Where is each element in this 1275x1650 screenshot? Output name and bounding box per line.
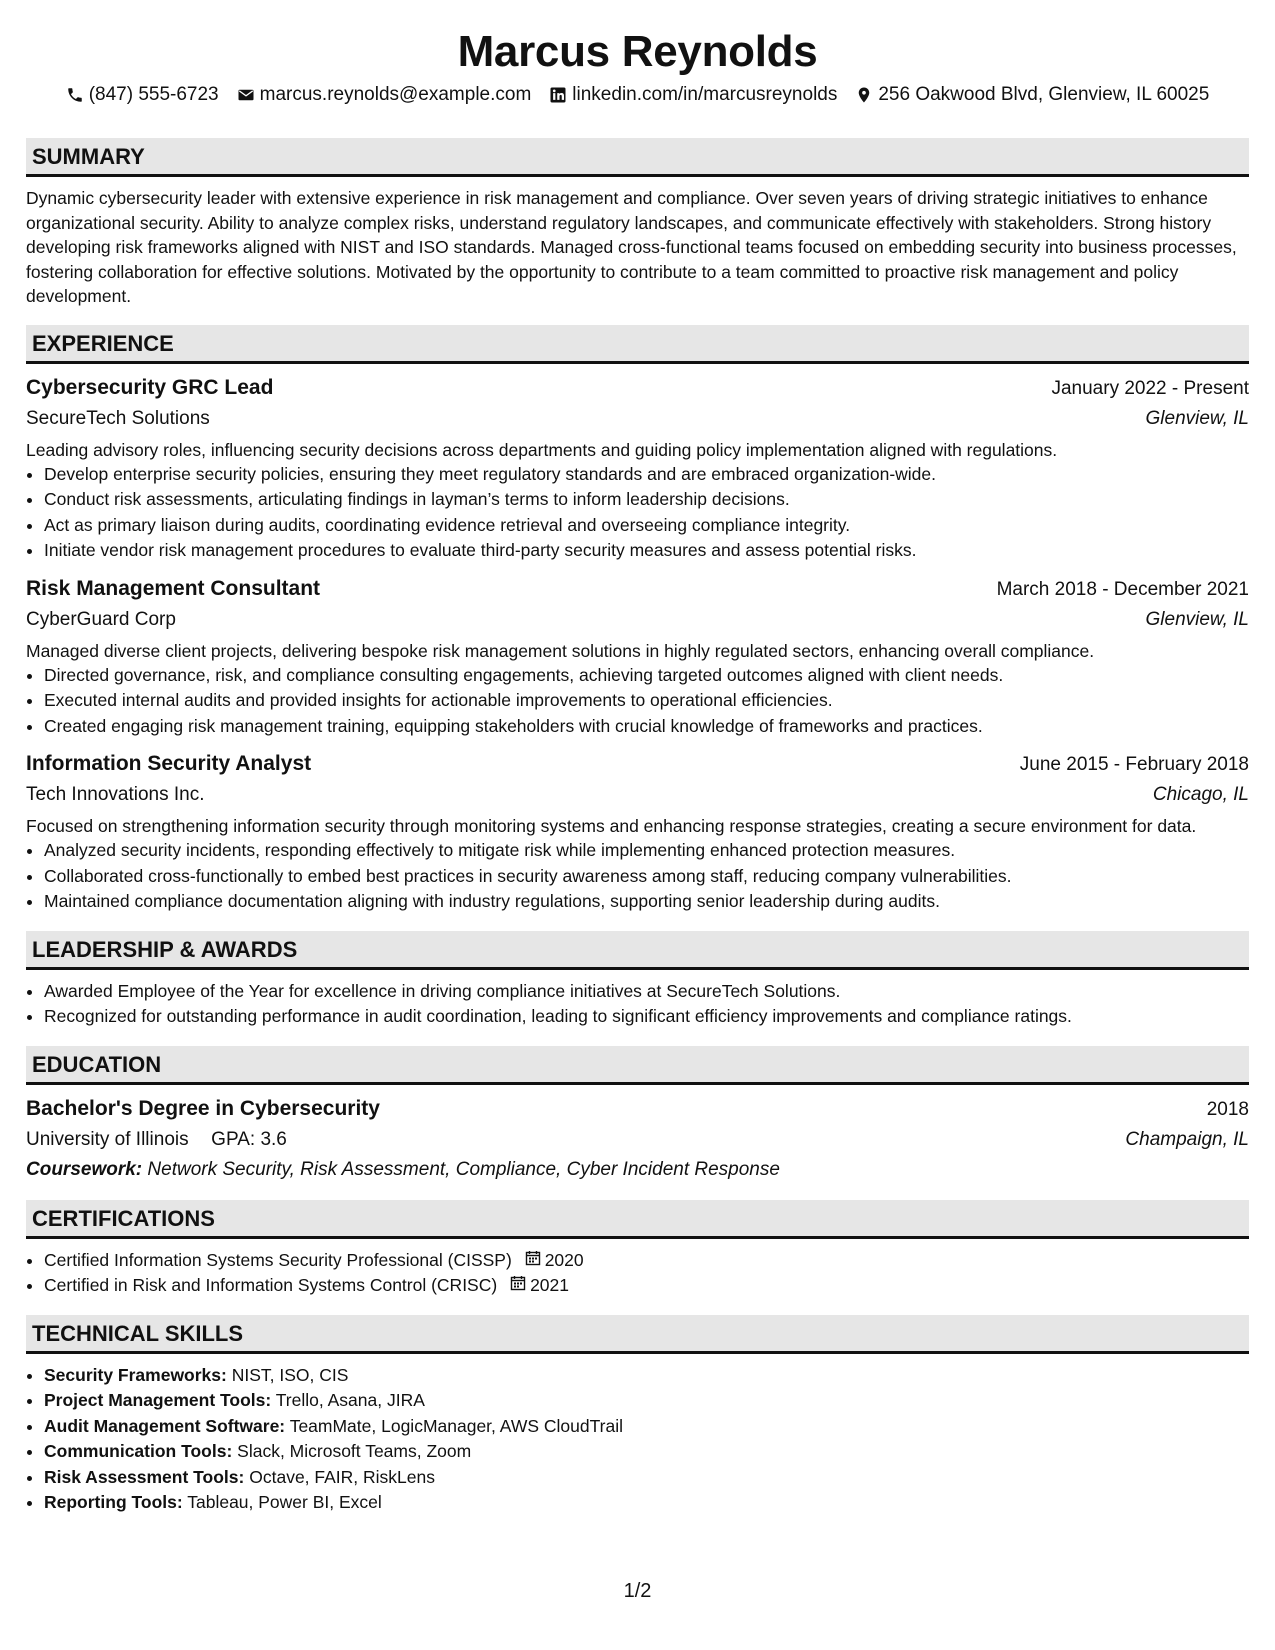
summary-text: Dynamic cybersecurity leader with extensive experience in risk management and compliance. Over seven years of driving strategic initiatives to enhance organizational security. Ability to analyze complex risks, understand regulatory landscapes, and communicate effectively with stakeholders. Strong history developing risk frameworks aligned with NIST and ISO standards. Managed cross-functional teams focused on embedding security into business processes, fostering collaboration for effective solutions. Motivated by the opportunity to contribute to a team committed to proactive risk management and policy development.	[26, 188, 1237, 306]
skill-value: Slack, Microsoft Teams, Zoom	[237, 1441, 472, 1461]
list-item: • Awarded Employee of the Year for excellence in driving compliance initiatives at SecureTech Solutions.	[44, 979, 1249, 1005]
job-description: Managed diverse client projects, delivering bespoke risk management solutions in highly regulated sectors, enhancing overall compliance.	[26, 640, 1095, 661]
candidate-name: Marcus Reynolds	[457, 27, 818, 76]
list-item	[44, 1363, 1249, 1389]
address-text: 256 Oakwood Blvd, Glenview, IL 60025	[878, 84, 1210, 105]
phone-text: (847) 555-6723	[88, 84, 219, 105]
contact-address	[855, 84, 1209, 106]
job-bullets	[26, 462, 1249, 564]
skill-value: TeamMate, LogicManager, AWS CloudTrail	[289, 1415, 623, 1436]
calendar-icon	[525, 1248, 541, 1274]
job-dates: January 2022 - Present	[1051, 377, 1249, 399]
job-entry	[26, 749, 1249, 915]
job-description: Focused on strengthening information security through monitoring systems and enhancing response strategies, creating a secure environment for data.	[26, 816, 1197, 836]
linkedin-text[interactable]: linkedin.com/in/marcusreynolds	[572, 84, 838, 105]
job-description: Leading advisory roles, influencing security decisions across departments and guiding policy implementation aligned with regulations.	[26, 439, 1058, 460]
leadership-section	[26, 931, 1249, 1030]
job-location: Glenview, IL	[1145, 407, 1249, 429]
job-entry	[26, 574, 1249, 740]
list-item	[44, 1388, 1249, 1414]
certifications-section	[26, 1200, 1249, 1299]
list-item: • Recognized for outstanding performance in audit coordination, leading to significant efficiency improvements and compliance ratings.	[44, 1004, 1249, 1030]
list-item	[44, 1273, 1249, 1299]
certification-name: Certified in Risk and Information Systems Control (CRISC)	[44, 1275, 498, 1295]
list-item	[44, 1414, 1249, 1440]
phone-icon	[66, 86, 84, 104]
list-item: • Created engaging risk management training, equipping stakeholders with crucial knowledge of frameworks and practices.	[44, 714, 1249, 740]
skill-value: Tableau, Power BI, Excel	[187, 1492, 382, 1512]
contact-email[interactable]	[237, 84, 532, 106]
job-dates: March 2018 - December 2021	[996, 578, 1249, 600]
coursework	[26, 1155, 1249, 1184]
experience-section	[26, 325, 1249, 915]
list-item: • Directed governance, risk, and compliance consulting engagements, achieving targeted outcomes aligned with client needs.	[44, 663, 1249, 689]
gpa: GPA: 3.6	[211, 1128, 287, 1150]
list-item	[44, 1490, 1249, 1516]
certification-date	[510, 1273, 569, 1299]
coursework-list: Network Security, Risk Assessment, Compliance, Cyber Incident Response	[147, 1158, 780, 1180]
linkedin-icon	[549, 86, 567, 104]
list-item	[44, 1465, 1249, 1491]
envelope-icon	[237, 86, 255, 104]
section-heading-experience: EXPERIENCE	[26, 325, 1249, 364]
skills-list	[26, 1363, 1249, 1516]
list-item	[44, 1439, 1249, 1465]
email-text[interactable]: marcus.reynolds@example.com	[259, 84, 532, 105]
graduation-year: 2018	[1206, 1098, 1249, 1120]
company-name: Tech Innovations Inc.	[26, 784, 205, 805]
degree-title: Bachelor's Degree in Cybersecurity	[26, 1096, 380, 1120]
job-dates: June 2015 - February 2018	[1019, 754, 1249, 775]
job-title: Information Security Analyst	[26, 752, 312, 775]
job-location: Chicago, IL	[1152, 784, 1249, 805]
list-item: • Executed internal audits and provided insights for actionable improvements to operational efficiencies.	[44, 688, 1249, 714]
certification-list	[26, 1248, 1249, 1299]
skill-label: Audit Management Software:	[44, 1415, 286, 1436]
job-location: Glenview, IL	[1145, 608, 1249, 630]
job-entry	[26, 373, 1249, 564]
job-bullets	[26, 838, 1249, 915]
skill-label: Reporting Tools:	[44, 1492, 183, 1512]
skill-value: Octave, FAIR, RiskLens	[249, 1466, 435, 1487]
coursework-label: Coursework:	[26, 1158, 143, 1180]
job-title: Risk Management Consultant	[26, 576, 321, 600]
list-item: • Conduct risk assessments, articulating findings in layman’s terms to inform leadership decisions.	[44, 487, 1249, 513]
list-item: • Analyzed security incidents, responding effectively to mitigate risk while implementing enhanced protection measures.	[44, 838, 1249, 864]
school-name: University of Illinois	[26, 1128, 189, 1150]
section-heading-skills: TECHNICAL SKILLS	[26, 1315, 1249, 1354]
contact-bar	[26, 84, 1249, 106]
school-info	[26, 1125, 287, 1155]
school-location: Champaign, IL	[1125, 1128, 1249, 1150]
list-item: • Collaborated cross-functionally to embed best practices in security awareness among staff, reducing company vulnerabilities.	[44, 864, 1249, 890]
certification-date	[525, 1248, 584, 1274]
skill-label: Risk Assessment Tools:	[44, 1466, 245, 1487]
list-item: • Maintained compliance documentation aligning with industry regulations, supporting senior leadership during audits.	[44, 889, 1249, 915]
skill-label: Security Frameworks:	[44, 1364, 227, 1385]
certification-year: 2021	[530, 1275, 570, 1295]
summary-section	[26, 138, 1249, 309]
contact-linkedin[interactable]	[549, 84, 837, 106]
company-name: CyberGuard Corp	[26, 608, 176, 630]
page-number: 1/2	[623, 1580, 652, 1602]
list-item: • Develop enterprise security policies, ensuring they meet regulatory standards and are embraced organization-wide.	[44, 462, 1249, 488]
skill-value: NIST, ISO, CIS	[231, 1364, 349, 1385]
skills-section	[26, 1315, 1249, 1516]
section-heading-summary: SUMMARY	[26, 138, 1249, 177]
list-item: • Initiate vendor risk management procedures to evaluate third-party security measures and assess potential risks.	[44, 538, 1249, 564]
list-item	[44, 1248, 1249, 1274]
award-list	[26, 979, 1249, 1030]
section-heading-education: EDUCATION	[26, 1046, 1249, 1085]
section-heading-certifications: CERTIFICATIONS	[26, 1200, 1249, 1239]
calendar-icon	[510, 1273, 526, 1299]
skill-value: Trello, Asana, JIRA	[275, 1390, 425, 1410]
list-item: • Act as primary liaison during audits, coordinating evidence retrieval and overseeing compliance integrity.	[44, 513, 1249, 539]
company-name: SecureTech Solutions	[26, 407, 210, 429]
skill-label: Communication Tools:	[44, 1441, 233, 1461]
job-bullets	[26, 663, 1249, 740]
contact-phone	[66, 84, 219, 106]
skill-label: Project Management Tools:	[44, 1390, 272, 1410]
certification-name: Certified Information Systems Security Professional (CISSP)	[44, 1249, 512, 1270]
certification-year: 2020	[544, 1249, 584, 1270]
job-title: Cybersecurity GRC Lead	[26, 375, 274, 399]
section-heading-leadership: LEADERSHIP & AWARDS	[26, 931, 1249, 970]
map-pin-icon	[855, 86, 873, 104]
education-section	[26, 1046, 1249, 1184]
